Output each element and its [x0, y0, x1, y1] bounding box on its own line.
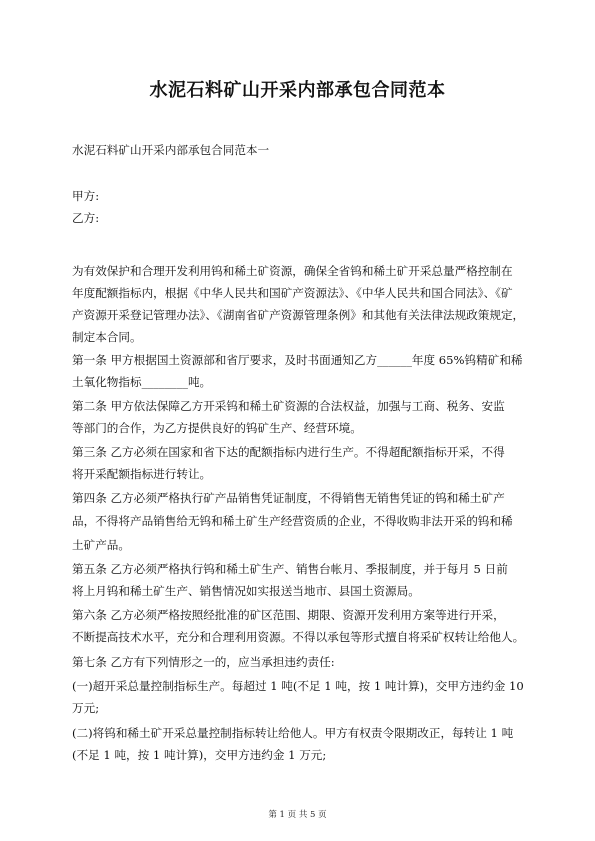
body-line: 第五条 乙方必须严格执行钨和稀土矿生产、销售台帐月、季报制度，并于每月 5 日前	[72, 562, 508, 576]
body-line: 第四条 乙方必须严格执行矿产品销售凭证制度，不得销售无销售凭证的钨和稀土矿产	[72, 491, 505, 505]
body-line: 将开采配额指标进行转让。	[72, 467, 212, 481]
document-subtitle: 水泥石料矿山开采内部承包合同范本一	[72, 143, 270, 157]
body-line: 年度配额指标内，根据《中华人民共和国矿产资源法》、《中华人民共和国合同法》、《矿	[72, 286, 513, 300]
party-b-label: 乙方:	[72, 211, 100, 225]
body-line: 为有效保护和合理开发利用钨和稀土矿资源，确保全省钨和稀土矿开采总量严格控制在	[72, 264, 513, 278]
body-line: 第七条 乙方有下列情形之一的，应当承担违约责任:	[72, 655, 335, 669]
body-line: 将上月钨和稀土矿生产、销售情况如实报送当地市、县国土资源局。	[72, 584, 420, 598]
document-title: 水泥石料矿山开采内部承包合同范本	[149, 80, 446, 101]
body-line: (不足 1 吨，按 1 吨计算)，交甲方违约金 1 万元;	[72, 748, 327, 762]
body-line: 土矿产品。	[72, 538, 130, 552]
body-line: 第三条 乙方必须在国家和省下达的配额指标内进行生产。不得超配额指标开采，不得	[72, 445, 505, 459]
body-line: 第一条 甲方根据国土资源部和省厅要求，及时书面通知乙方______年度 65%钨精矿和稀	[72, 353, 523, 367]
body-line: (二)将钨和稀土矿开采总量控制指标转让给他人。甲方有权责令限期改正，每转让 1 吨	[72, 726, 514, 740]
body-line: 品，不得将产品销售给无钨和稀土矿生产经营资质的企业，不得收购非法开采的钨和稀	[72, 514, 513, 528]
page-footer: 第 1 页 共 5 页	[268, 810, 327, 820]
body-line: 万元;	[72, 701, 100, 715]
body-line: 不断提高技术水平，充分和合理利用资源。不得以承包等形式擅自将采矿权转让给他人。	[72, 630, 525, 644]
body-line: 产资源开采登记管理办法》、《湖南省矿产资源管理条例》和其他有关法律法规政策规定，	[72, 308, 525, 322]
party-a-label: 甲方:	[72, 189, 100, 203]
body-line: 制定本合同。	[72, 330, 142, 344]
body-line: 等部门的合作，为乙方提供良好的钨矿生产、经营环境。	[72, 421, 362, 435]
body-line: 第六条 乙方必须严格按照经批准的矿区范围、期限、资源开发利用方案等进行开采，	[72, 608, 505, 622]
body-line: 土氧化物指标________吨。	[72, 375, 212, 389]
body-line: 第二条 甲方依法保障乙方开采钨和稀土矿资源的合法权益，加强与工商、税务、安监	[72, 399, 505, 413]
body-line: (一)超开采总量控制指标生产。每超过 1 吨(不足 1 吨，按 1 吨计算)，交甲方违约金 10	[72, 679, 524, 693]
